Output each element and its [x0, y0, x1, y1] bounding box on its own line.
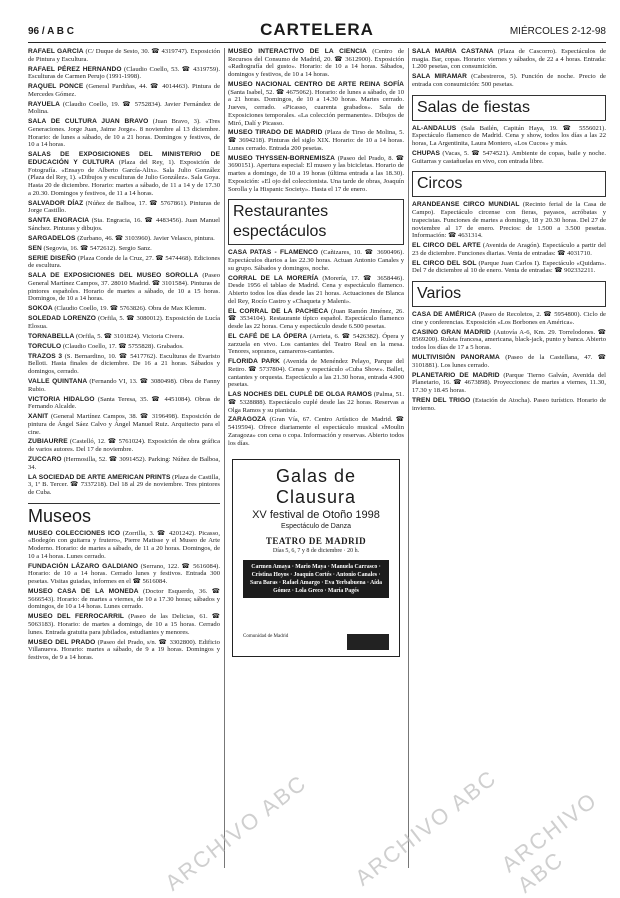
- listing-name: EL CIRCO DEL ARTE: [412, 242, 481, 250]
- listing-entry: [28, 315, 220, 330]
- listing-entry: [28, 272, 220, 303]
- listing-details: (Juan Bravo, 3). «Tres Generaciones. Jorge Juan, Jaime Jorge». 8 noviembre al 13 diciembre. Horario: de lunes a sábado, de 10 a 21 horas. Domingos y festivos, de 10 a 14 horas.: [28, 118, 220, 149]
- listing-entry: [28, 396, 220, 411]
- section-heading-circos: Circos: [412, 171, 606, 197]
- museum-list-continued: [228, 48, 404, 193]
- listing-entry: [28, 66, 220, 81]
- listing-entry: [28, 438, 220, 453]
- listing-entry: [412, 73, 606, 88]
- listing-entry: [228, 416, 404, 447]
- listing-name: FLORIDA PARK: [228, 358, 281, 366]
- listing-name: SEN: [28, 244, 42, 252]
- listing-details: (Orfila, 5. ☎ 3101824). Victoria Civera.: [75, 332, 185, 340]
- listing-entry: [412, 150, 606, 165]
- listing-name: SANTA ENGRACIA: [28, 217, 90, 225]
- listing-entry: [28, 333, 220, 341]
- listing-details: (Plaza de Cascorro). Espectáculos de magia. Bar, copas. Horario: viernes y sábados, de 22 a 4 horas. Entrada: 1.200 pesetas, con consumición.: [412, 48, 606, 71]
- archive-watermark: ARCHIVO ABC: [496, 787, 603, 898]
- listing-name: LAS NOCHES DEL CUPLÉ DE OLGA RAMOS: [228, 391, 373, 399]
- restaurant-list: [228, 249, 404, 447]
- listing-name: ARANDEANSE CIRCO MUNDIAL: [412, 201, 520, 209]
- listing-name: RAFAEL GARCÍA: [28, 48, 84, 55]
- listing-entry: [228, 358, 404, 389]
- listing-details: (Paseo de Recoletos, 2. ☎ 5954800). Ciclo de cine y conferencias. Exposición «Los Borbones en América».: [412, 311, 606, 326]
- listing-entry: [28, 235, 220, 243]
- section-heading-restaurants: Restaurantes espectáculos: [228, 199, 404, 245]
- section-heading-varios: Varios: [412, 281, 606, 307]
- listing-name: XANIT: [28, 413, 49, 421]
- listing-name: SALVADOR DÍAZ: [28, 199, 84, 207]
- listing-name: TORCULO: [28, 342, 62, 350]
- listing-details: (Avenida de Aragón). Espectáculo a partir del 23 de diciembre. Funciones diarias. Venta de entradas: ☎ 4031710.: [412, 242, 606, 257]
- listing-details: (Vacas, 5. ☎ 5474521). Ambiente de copas, baile y noche. Guitarras y castañuelas en vivo, con entrada libre.: [412, 150, 606, 165]
- ad-sponsor: Comunidad de Madrid: [243, 634, 289, 640]
- listing-name: TORNABELLA: [28, 332, 75, 340]
- listing-details: (Santa Teresa, 35. ☎ 4451084). Obras de Fernando Alcalde.: [28, 395, 220, 411]
- listing-entry: [412, 311, 606, 326]
- listing-entry: [228, 155, 404, 194]
- listing-name: PLANETARIO DE MADRID: [412, 371, 500, 379]
- listing-name: MUSEO CASA DE LA MONEDA: [28, 587, 139, 595]
- listing-name: SALAS DE EXPOSICIONES DEL MINISTERIO DE EDUCACIÓN Y CULTURA: [28, 151, 220, 167]
- listing-details: (Morería, 17. ☎ 3658446). Desde 1956 el tablao de Madrid. Cena y espectáculo flamenco. Abierto todos los días desde las 21 horas. Actuaciones de Blanca del Rey, Rocío Castro y «Chaqueta y Maleni».: [228, 274, 404, 305]
- gallery-list: [28, 48, 220, 497]
- listing-entry: [28, 378, 220, 393]
- listing-details: (General Pardiñas, 44. ☎ 4014463). Pintura de Mercedes Gómez.: [28, 83, 220, 98]
- listing-details: (Recinto ferial de la Casa de Campo). Espectáculo circense con fieras, payasos, acróbatas y trapecistas. Funciones de martes a domingo, 18 y 20.30 horas. Del 27 de noviembre al 17 de enero. Precios: de 1.500 a 3.500 pesetas. Información: ☎ 4631314.: [412, 201, 606, 240]
- listing-details: (Plaza de Castilla, 3, 1ª B. Tercer. ☎ 7337218). Del 18 al 29 de noviembre. Tres pintores de Cuba.: [28, 473, 220, 496]
- listing-details: (Núñez de Balboa, 17. ☎ 5767861). Pinturas de Jorge Castillo.: [28, 199, 220, 215]
- column-museums-restaurants: [228, 48, 404, 870]
- listing-name: VICTORIA HIDALGO: [28, 395, 95, 403]
- listing-entry: [28, 245, 220, 253]
- listing-details: (Plaza del Rey, 1). Exposición de Fotografía. «Ensayo de Alberto García-Alix». Sala Julio González (Plaza del Rey, 1). «Dibujos y esculturas de Julio González». Sala Goya. Hasta 20 de diciembre. Horario: martes a sábado, de 11 a 14 y de 17.30 a 20.30. Domingos y festivos, de 11 a 14 horas.: [28, 159, 220, 197]
- section-title: CARTELERA: [260, 20, 374, 39]
- listing-entry: [28, 101, 220, 116]
- listing-name: ZUCCARO: [28, 455, 62, 463]
- section-heading-fiestas: Salas de fiestas: [412, 95, 606, 121]
- listing-entry: [412, 125, 606, 148]
- ad-footer: [243, 634, 389, 650]
- listing-details: (Claudio Coello, 19. ☎ 5752834). Javier Fernández de Molina.: [28, 100, 220, 116]
- advertisement-galas: [232, 459, 400, 657]
- issue-date: MIÉRCOLES 2-12-98: [509, 26, 606, 37]
- sponsor-logo: [347, 634, 389, 650]
- listing-name: LA SOCIEDAD DE ARTE AMERICAN PRINTS: [28, 473, 171, 481]
- listing-details: (Fernando VI, 13. ☎ 3080498). Obra de Fanny Rubio.: [28, 377, 220, 393]
- listing-entry: [412, 354, 606, 369]
- museum-list: [28, 530, 220, 662]
- listing-details: (Zurbano, 46. ☎ 3103960). Javier Velasco, pintura.: [77, 234, 215, 242]
- column-galleries: [28, 48, 220, 870]
- listing-entry: [28, 200, 220, 215]
- listing-name: MUSEO NACIONAL CENTRO DE ARTE REINA SOFÍA: [228, 81, 404, 88]
- archive-watermark: ARCHIVO ABC: [160, 769, 312, 896]
- listing-entry: [228, 333, 404, 356]
- listing-details: (Sala Bailén, Capitán Haya, 19. ☎ 5556021). Espectáculo flamenco de Madrid. Cena y show, todos los días a las 22 horas, La Argentinita, Laura Montero, «Los Cucos» y más.: [412, 124, 606, 148]
- listing-name: CHUPAS: [412, 150, 440, 157]
- listing-name: MUSEO TIRADO DE MADRID: [228, 129, 323, 137]
- listing-name: RAQUEL PONCE: [28, 83, 84, 91]
- page-number: 96 / A B C: [28, 26, 74, 37]
- ad-venue: TEATRO DE MADRID: [265, 536, 367, 547]
- listing-details: (Sta. Engracia, 16. ☎ 4483456). Juan Manuel Sánchez. Pinturas y dibujos.: [28, 217, 220, 233]
- listing-details: (General Martínez Campos, 38. ☎ 3196498). Exposición de pintura de Ángel Sáez Calvo y Ángel Manuel Ruiz. Arquitecto para el cine.: [28, 413, 220, 436]
- listing-details: (Claudio Coello, 19. ☎ 5763826). Obra de Max Klemm.: [54, 305, 207, 313]
- listing-details: (Plaza Conde de la Cruz, 27. ☎ 5474468). Ediciones de escultura.: [28, 254, 220, 270]
- listing-details: (S. Bernardino, 10. ☎ 5417762). Esculturas de Evaristo Belloti. Hasta finales de diciembre. De 16 a 21 horas. Sábados y domingos, cerrado.: [28, 352, 220, 376]
- listing-name: SALA MIRAMAR: [412, 73, 468, 81]
- listing-entry: [412, 201, 606, 240]
- listing-details: (Palma, 51. ☎ 5328888). Espectáculo cuplé desde las 22 horas. Reservas a Olga Ramos y su pianista.: [228, 391, 404, 414]
- listing-entry: [28, 353, 220, 376]
- listing-details: (Doctor Esquerdo, 36. ☎ 5666543). Horario: de martes a viernes, de 10 a 17.30 horas; sábados y domingos, de 10 a 14 horas. Lunes cerrado.: [28, 587, 220, 611]
- listing-entry: [28, 474, 220, 497]
- listing-name: CASINO GRAN MADRID: [412, 328, 491, 336]
- listing-details: (Plaza de Tirso de Molina, 5. ☎ 3694218). Pinturas del siglo XIX. Horario: de 10 a 14 horas. Lunes cerrado. Entrada 200 pesetas.: [228, 129, 404, 152]
- listing-entry: [228, 391, 404, 414]
- ad-title: Galas de Clausura: [275, 466, 357, 508]
- ad-subtitle: XV festival de Otoño 1998: [252, 509, 380, 522]
- listing-details: (C/ Duque de Sesto, 30. ☎ 4319747). Exposición de Pintura y Escultura.: [28, 48, 220, 63]
- listing-name: CORRAL DE LA MORERÍA: [228, 274, 319, 282]
- listing-details: (Cañizares, 10. ☎ 3690496). Espectáculos diarios a las 22.30 horas. Actuan Antonio Canales y su grupo. Sábados y domingos, noche.: [228, 249, 404, 272]
- listing-details: (Paseo del Prado, s/n. ☎ 3302800). Edificio Villanueva. Horario: martes a sábado, de 9 a 19 horas. Domingos y festivos, de 9 a 14 horas.: [28, 638, 220, 661]
- listing-details: (Paseo General Martínez Campos, 37. 28010 Madrid. ☎ 3101584). Pinturas de pintores españoles. Horario de martes a sábado, de 10 a 15 horas. Domingos, de 10 a 14 horas.: [28, 272, 220, 303]
- listing-entry: [28, 413, 220, 436]
- listing-details: (Paseo del Prado, 8. ☎ 3690151). Apertura especial: El museo y las bicicletas. Horario de martes a domingo, de 10 a 19 horas (última entrada a las 18.30). Exposición: «El ojo del coleccionista. Una tarde de obras, Joaquín Sorolla y la Hispanic Society». Hasta el 17 de enero.: [228, 154, 404, 193]
- listing-name: MUSEO DEL FERROCARRIL: [28, 613, 125, 621]
- listing-entry: [28, 255, 220, 270]
- listing-details: (Santa Isabel, 52. ☎ 4675062). Horario: de lunes a sábado, de 10 a 21 horas. Domingos, de 10 a 14.30 horas. Martes cerrado. Jueves, cerrado. «Picasso, cuarenta grabados». Sala de Exposiciones temporales. «La colección permanente». Dibujos de Miró, Dalí y Picasso.: [228, 88, 404, 127]
- ad-cast-list: Carmen Amaya · Mario Maya · Manuela Carrasco · Cristina Hoyos · Joaquín Cortés · Antonio Canales · Sara Baras · Rafael Amargo · Eva Yerbabuena · Aída Gómez · Lola Greco · María Pagés: [243, 560, 389, 598]
- listing-name: TREN DEL TRIGO: [412, 396, 471, 404]
- listing-entry: [412, 260, 606, 275]
- listing-details: (Arrieta, 6. ☎ 5426382). Ópera y zarzuela en vivo. Los cantantes del Teatro Real en la mesa. Tenores, sopranos, camareros-cantantes.: [228, 332, 404, 356]
- misc-list: [412, 311, 606, 412]
- listing-name: MUSEO THYSSEN-BORNEMISZA: [228, 154, 336, 162]
- listing-entry: [412, 372, 606, 395]
- listing-name: SOLEDAD LORENZO: [28, 315, 97, 323]
- listing-name: ZUBIAURRE: [28, 438, 68, 446]
- listing-name: EL CAFÉ DE LA ÓPERA: [228, 332, 308, 340]
- ad-genre: Espectáculo de Danza: [280, 523, 352, 531]
- archive-watermark: ARCHIVO ABC: [350, 764, 502, 891]
- column-rule: [408, 48, 409, 868]
- listing-details: (Claudio Coello, 53. ☎ 4319759). Esculturas de Carmen Perujo (1991-1998).: [28, 65, 220, 81]
- listing-name: MUSEO INTERACTIVO DE LA CIENCIA: [228, 48, 367, 55]
- listing-details: (Parque Tierno Galván, Avenida del Planetario, 16. ☎ 4673898). Proyecciones: de martes a viernes, 11.30, 17.30 y 18.45 horas.: [412, 371, 606, 394]
- listing-entry: [28, 639, 220, 662]
- listing-entry: [28, 151, 220, 197]
- column-rule: [224, 48, 225, 868]
- listing-name: EL CIRCO DEL SOL: [412, 259, 477, 267]
- listing-entry: [28, 343, 220, 351]
- listing-entry: [228, 275, 404, 306]
- listing-name: RAFAEL PÉREZ HERNANDO: [28, 65, 122, 73]
- listing-details: (Cabestreros, 5). Función de noche. Precio de entrada con consumición: 500 pesetas.: [412, 73, 606, 88]
- ad-dates: Días 5, 6, 7 y 8 de diciembre · 20 h.: [272, 548, 360, 555]
- listing-name: SALA DE EXPOSICIONES DEL MUSEO SOROLLA: [28, 272, 199, 280]
- listing-name: VALLE QUINTANA: [28, 377, 88, 385]
- listing-entry: [228, 48, 404, 79]
- listing-details: (Paseo de la Castellana, 47. ☎ 3101881). Los lunes cerrado.: [412, 354, 606, 369]
- listing-details: (Parque Juan Carlos I). Espectáculo «Quidam». Del 7 de diciembre al 10 de enero. Venta de entradas: ☎ 902332211.: [412, 259, 606, 275]
- listing-details: (Avenida de Menéndez Pelayo, Parque del Retiro. ☎ 5737804). Cenas y espectáculo «Cuba Show». Ballet, cantantes y orquesta. Espectáculo a las 21.30 horas, entrada 4.900 pesetas.: [228, 358, 404, 389]
- listing-details: (Segovia, 16. ☎ 5472612). Sergio Sanz.: [43, 244, 152, 252]
- listing-details: (Gran Vía, 67. Centro Artístico de Madrid. ☎ 5419594). Ofrece diariamente el espectáculo musical «Moulin Zaragoza» con cena o copa. Información y reservas. Abierto todos los días.: [228, 416, 404, 447]
- listing-details: (Juan Ramón Jiménez, 26. ☎ 3534104). Restaurante típico español. Espectáculo flamenco desde las 22 horas. Cena y espectáculo desde 6.500 pesetas.: [228, 307, 404, 330]
- listing-entry: [412, 242, 606, 257]
- listing-name: SARGADELOS: [28, 234, 76, 242]
- listing-entry: [28, 83, 220, 98]
- listing-entry: [228, 249, 404, 272]
- listing-details: (Claudio Coello, 17. ☎ 5755828). Grabados.: [62, 342, 184, 350]
- listing-name: MULTIVISIÓN PANORAMA: [412, 354, 500, 361]
- listing-entry: [228, 129, 404, 152]
- listing-name: AL-ANDALUS: [412, 124, 457, 132]
- listing-details: (Orfila, 5. ☎ 3080012). Exposición de Lucía Elosua.: [28, 315, 220, 330]
- listing-entry: [28, 48, 220, 63]
- listing-details: (Estación de Atocha). Paseo turístico. Horario de invierno.: [412, 396, 606, 412]
- listing-name: CASA DE AMÉRICA: [412, 311, 477, 319]
- listing-entry: [28, 530, 220, 561]
- listing-details: (Autovía A-6, Km. 29. Torrelodones. ☎ 8569200). Ruleta francesa, americana, black-jack, punto y banca. Abierto todos los días de 17 a 5 horas.: [412, 328, 606, 352]
- listing-name: EL CORRAL DE LA PACHECA: [228, 307, 329, 315]
- listing-name: MUSEO DEL PRADO: [28, 638, 96, 646]
- listing-name: ZARAGOZA: [228, 416, 267, 424]
- listing-name: TRAZOS 3: [28, 352, 63, 360]
- listing-name: SERIE DISEÑO: [28, 254, 77, 262]
- listing-entry: [28, 217, 220, 232]
- listing-entry: [412, 329, 606, 352]
- listing-name: SOKOA: [28, 305, 53, 313]
- venue-list: [412, 48, 606, 89]
- listing-details: (Castelló, 12. ☎ 5761024). Exposición de obra gráfica de varios autores. Del 17 de noviembre.: [28, 438, 220, 454]
- listing-entry: [28, 588, 220, 611]
- listing-entry: [412, 397, 606, 412]
- listing-entry: [28, 305, 220, 313]
- listing-name: CASA PATAS - FLAMENCO: [228, 249, 319, 257]
- listing-details: (Serrano, 122. ☎ 5616084). Horario: de 10 a 14 horas. Cerrado lunes y festivos. Entrada 300 pesetas. Visitas guiadas, informes en el ☎ 5616084.: [28, 562, 220, 586]
- column-entertainment: [412, 48, 606, 870]
- listing-name: SALA MARÍA CASTAÑA: [412, 48, 494, 55]
- listing-details: (Centro de Recursos del Consumo de Madrid, 20. ☎ 3612900). Exposición «Radiografía del gusto». Horario: de 10 a 14 horas. Sábados, domingos y festivos, de 10 a 14 horas.: [228, 48, 404, 79]
- listing-entry: [28, 563, 220, 586]
- listing-details: (Zorrilla, 3. ☎ 4201242). Picasso, «Bodegón con guitarra y frutero», Pierre Matisse y el Museo de Arte Moderno. Horario: de martes a sábado, de 11 a 20 horas. Domingos, de 10 a 14 horas. Lunes cerrado.: [28, 529, 220, 560]
- listing-entry: [412, 48, 606, 71]
- listing-entry: [28, 613, 220, 636]
- listing-entry: [28, 456, 220, 471]
- listing-details: (Hermosilla, 52. ☎ 3091452). Parking: Núñez de Balboa, 34.: [28, 455, 220, 471]
- listing-entry: [28, 118, 220, 149]
- listing-name: FUNDACIÓN LÁZARO GALDIANO: [28, 562, 139, 570]
- listing-name: SALA DE CULTURA JUAN BRAVO: [28, 118, 149, 126]
- listing-name: MUSEO COLECCIONES ICO: [28, 529, 121, 537]
- listing-entry: [228, 81, 404, 127]
- circus-list: [412, 201, 606, 275]
- page-header: [28, 20, 606, 43]
- section-heading-museos: Museos: [28, 503, 220, 526]
- listing-entry: [228, 308, 404, 331]
- listing-name: RAYUELA: [28, 100, 60, 108]
- listing-details: (Paseo de las Delicias, 61. ☎ 5063183). Horario: de martes a domingo, de 10 a 15 horas. Cerrado lunes. Entrada gratuita para jubilados, estudiantes y menores.: [28, 613, 220, 636]
- party-hall-list: [412, 125, 606, 166]
